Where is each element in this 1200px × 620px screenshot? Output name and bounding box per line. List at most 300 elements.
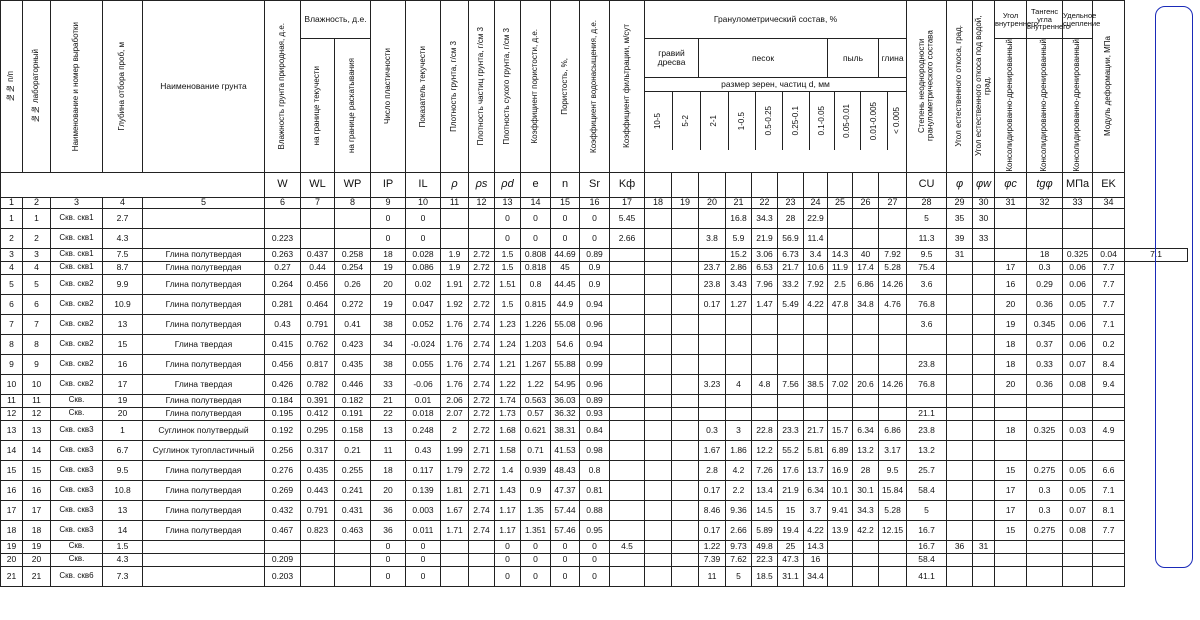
table-cell [995, 248, 1027, 261]
table-cell: 5 [726, 566, 752, 586]
column-number: 23 [778, 197, 804, 208]
table-cell: 17 [995, 261, 1027, 274]
table-cell: 0 [521, 566, 551, 586]
table-cell: 9.5 [879, 460, 907, 480]
table-cell [828, 553, 853, 566]
well-cell: Скв. [51, 553, 103, 566]
header-repose-angle-water: Угол естественного откоса под водой, град. [974, 16, 992, 157]
table-cell: 19.4 [778, 520, 804, 540]
header-depth: Глубина отбора проб, м [117, 42, 127, 131]
table-cell [778, 314, 804, 334]
table-cell: 16 [1, 480, 23, 500]
header-row-no: №№ п/п [6, 70, 16, 102]
column-number: 8 [335, 197, 371, 208]
table-cell [828, 407, 853, 420]
table-cell: 2.5 [828, 274, 853, 294]
table-cell: 13 [1, 420, 23, 440]
table-cell: 1.17 [495, 500, 521, 520]
table-cell [879, 314, 907, 334]
table-cell: 9.9 [103, 274, 143, 294]
table-cell [973, 248, 995, 261]
table-cell: 0.158 [335, 420, 371, 440]
table-row [1, 407, 1188, 420]
table-cell: 6.86 [879, 420, 907, 440]
table-cell: 31.1 [778, 566, 804, 586]
table-cell: 17 [1, 500, 23, 520]
table-cell: 0.463 [335, 520, 371, 540]
table-cell: 0.17 [699, 520, 726, 540]
table-cell: 0.431 [335, 500, 371, 520]
table-cell [265, 540, 301, 553]
table-cell: 13.2 [907, 440, 947, 460]
table-cell [672, 314, 699, 334]
table-cell: 0.563 [521, 394, 551, 407]
well-cell: Скв. скв6 [51, 566, 103, 586]
table-cell [973, 314, 995, 334]
table-cell: 0.33 [1027, 354, 1063, 374]
table-cell: 0.41 [335, 314, 371, 334]
table-cell: 4.22 [804, 520, 828, 540]
table-cell [752, 334, 778, 354]
table-cell: 7.92 [804, 274, 828, 294]
table-cell: 9.5 [103, 460, 143, 480]
table-cell: 20 [23, 553, 51, 566]
table-cell [879, 407, 907, 420]
table-cell: 18 [371, 248, 406, 261]
table-cell: 35 [947, 208, 973, 228]
table-cell: 1.92 [441, 294, 469, 314]
symbol-cell: φw [973, 172, 995, 197]
table-cell: 0.443 [301, 480, 335, 500]
table-cell: 15 [995, 460, 1027, 480]
table-cell [879, 566, 907, 586]
column-number: 24 [804, 197, 828, 208]
table-cell: 0 [371, 540, 406, 553]
well-cell: Скв. скв1 [51, 208, 103, 228]
symbol-cell: ρ [441, 172, 469, 197]
table-cell [610, 553, 645, 566]
column-number: 3 [51, 197, 103, 208]
soil-name-cell: Глина полутвердая [143, 274, 265, 294]
table-cell: 2.2 [726, 480, 752, 500]
table-cell [973, 274, 995, 294]
table-cell [973, 566, 995, 586]
table-cell: 2 [23, 228, 51, 248]
table-cell: 36 [371, 500, 406, 520]
symbol-cell [672, 172, 699, 197]
table-cell: 0.086 [406, 261, 441, 274]
data-rows [1, 208, 1188, 586]
table-cell: 14.26 [879, 374, 907, 394]
table-cell [645, 248, 672, 261]
column-number: 14 [521, 197, 551, 208]
table-cell [301, 553, 335, 566]
table-cell: 1.22 [495, 374, 521, 394]
table-cell: 54.6 [551, 334, 580, 354]
table-cell: 0.055 [406, 354, 441, 374]
table-cell: 8.46 [699, 500, 726, 520]
table-cell: 54.95 [551, 374, 580, 394]
table-cell: 0.028 [406, 248, 441, 261]
well-cell: Скв. скв3 [51, 460, 103, 480]
table-cell: 55.88 [551, 354, 580, 374]
symbol-spacer [1, 172, 265, 197]
fraction-label: 1-0.5 [736, 111, 746, 131]
table-cell: 0 [521, 228, 551, 248]
table-cell [645, 460, 672, 480]
table-cell: 0.435 [335, 354, 371, 374]
table-cell [699, 407, 726, 420]
table-cell: 0 [406, 208, 441, 228]
table-cell: 0.241 [335, 480, 371, 500]
symbol-cell: W [265, 172, 301, 197]
header-density: Плотность грунта, г/см 3 [449, 40, 459, 132]
table-cell: 3 [23, 248, 51, 261]
table-cell: 5 [1, 274, 23, 294]
table-cell [995, 394, 1027, 407]
table-cell: 19 [23, 540, 51, 553]
table-cell: 1.17 [495, 520, 521, 540]
table-cell: 0 [371, 553, 406, 566]
table-cell: 0.791 [301, 500, 335, 520]
table-cell: 0 [495, 553, 521, 566]
table-cell: 10 [1, 374, 23, 394]
table-cell [726, 334, 752, 354]
table-cell: 0 [495, 540, 521, 553]
table-cell: 18 [1027, 248, 1063, 261]
well-cell: Скв. скв1 [51, 248, 103, 261]
soil-name-cell: Глина полутвердая [143, 354, 265, 374]
table-cell: 0.345 [1027, 314, 1063, 334]
table-cell: 4.3 [103, 553, 143, 566]
table-cell: 0.89 [580, 394, 610, 407]
table-cell: 2.86 [726, 261, 752, 274]
table-cell [828, 334, 853, 354]
table-cell: 57.44 [551, 500, 580, 520]
table-cell: 17 [103, 374, 143, 394]
table-cell: 7.7 [1093, 520, 1125, 540]
table-cell: 17.4 [853, 261, 879, 274]
table-cell: 0.223 [265, 228, 301, 248]
table-cell: 13.7 [804, 460, 828, 480]
table-cell: 19 [371, 294, 406, 314]
header-sand: песок [699, 39, 828, 78]
column-numbers-row [1, 197, 1188, 208]
column-number: 33 [1063, 197, 1093, 208]
table-cell: 1.22 [521, 374, 551, 394]
table-cell [1063, 228, 1093, 248]
table-cell [672, 354, 699, 374]
table-cell [610, 274, 645, 294]
column-number: 18 [645, 197, 672, 208]
table-cell: 0.018 [406, 407, 441, 420]
table-cell: 2.66 [726, 520, 752, 540]
table-cell [995, 440, 1027, 460]
table-cell: 10.9 [103, 294, 143, 314]
table-cell [973, 294, 995, 314]
table-cell: 0.254 [335, 261, 371, 274]
table-cell: 0.94 [580, 294, 610, 314]
table-cell: 18 [371, 460, 406, 480]
table-cell: 41.53 [551, 440, 580, 460]
table-cell [672, 374, 699, 394]
table-row [1, 261, 1188, 274]
table-cell: 4 [23, 261, 51, 274]
table-cell [610, 354, 645, 374]
table-cell: 0.391 [301, 394, 335, 407]
table-cell: 44.69 [551, 248, 580, 261]
table-cell: 2.06 [441, 394, 469, 407]
table-cell: 7.56 [778, 374, 804, 394]
table-cell: 0 [551, 553, 580, 566]
table-cell: 6.73 [778, 248, 804, 261]
table-cell [973, 334, 995, 354]
table-cell: 1.91 [441, 274, 469, 294]
table-cell: 21 [1, 566, 23, 586]
table-cell [1063, 440, 1093, 460]
table-cell: 38 [371, 354, 406, 374]
table-cell [1063, 540, 1093, 553]
table-cell: 15 [103, 334, 143, 354]
table-cell: 34.4 [804, 566, 828, 586]
table-cell [672, 520, 699, 540]
table-cell: 55.08 [551, 314, 580, 334]
symbols-row [1, 172, 1188, 197]
table-cell: 12.2 [752, 440, 778, 460]
table-cell: 6.34 [804, 480, 828, 500]
table-cell: 1.47 [752, 294, 778, 314]
header-particle-density: Плотность частиц грунта, г/см 3 [476, 27, 486, 146]
column-number: 31 [995, 197, 1027, 208]
table-cell: 4.5 [610, 540, 645, 553]
table-cell [1093, 208, 1125, 228]
table-cell: 0.456 [301, 274, 335, 294]
table-cell: 0 [580, 208, 610, 228]
table-cell: 0.817 [301, 354, 335, 374]
table-cell [441, 208, 469, 228]
table-cell [973, 420, 995, 440]
table-cell [610, 440, 645, 460]
header-moisture-group: Влажность, д.е. [301, 1, 371, 39]
table-cell [804, 314, 828, 334]
symbol-cell [778, 172, 804, 197]
table-cell [995, 228, 1027, 248]
table-cell: 2.74 [469, 520, 495, 540]
table-cell: 0.17 [699, 294, 726, 314]
table-cell: 14 [23, 440, 51, 460]
table-cell: 0 [406, 566, 441, 586]
table-cell: 0.84 [580, 420, 610, 440]
table-cell: 0.317 [301, 440, 335, 460]
table-cell: 2.72 [469, 248, 495, 261]
table-cell: 0.203 [265, 566, 301, 586]
table-cell: 0.06 [1063, 274, 1093, 294]
table-cell: 1.67 [441, 500, 469, 520]
table-cell [853, 540, 879, 553]
table-cell: 0.276 [265, 460, 301, 480]
table-cell [995, 540, 1027, 553]
table-cell: 0.823 [301, 520, 335, 540]
table-cell [947, 354, 973, 374]
table-cell: 0.9 [580, 261, 610, 274]
table-cell: 7.26 [752, 460, 778, 480]
table-cell: 0.93 [580, 407, 610, 420]
table-cell [1063, 394, 1093, 407]
header-plasticity: Число пластичности [382, 48, 392, 125]
table-cell: 3.6 [907, 314, 947, 334]
table-cell: 0 [521, 208, 551, 228]
table-cell [973, 480, 995, 500]
column-number: 19 [672, 197, 699, 208]
table-cell: 3.17 [879, 440, 907, 460]
table-cell: 1.9 [441, 261, 469, 274]
fraction-label: 0.01-0.005 [868, 101, 878, 141]
table-cell: 0.3 [1027, 480, 1063, 500]
header-clay: глина [879, 39, 907, 78]
table-cell: 0.02 [406, 274, 441, 294]
symbol-cell [752, 172, 778, 197]
table-cell [1093, 228, 1125, 248]
table-cell [973, 520, 995, 540]
table-cell: 0.264 [265, 274, 301, 294]
table-cell: 0.57 [521, 407, 551, 420]
table-cell: 0.139 [406, 480, 441, 500]
table-cell: 6.53 [752, 261, 778, 274]
well-cell: Скв. [51, 540, 103, 553]
header-saturation: Коэффициент водонасыщения, д.е. [589, 19, 599, 153]
table-cell: 0 [495, 208, 521, 228]
table-cell: 0.08 [1063, 374, 1093, 394]
table-cell [441, 540, 469, 553]
table-cell: 0.464 [301, 294, 335, 314]
table-cell: 16 [103, 354, 143, 374]
table-cell [699, 334, 726, 354]
table-cell [879, 540, 907, 553]
table-cell: 36.32 [551, 407, 580, 420]
table-cell: 10.1 [828, 480, 853, 500]
table-cell: 0.815 [521, 294, 551, 314]
table-cell [1027, 440, 1063, 460]
table-cell: 5.28 [879, 261, 907, 274]
well-cell: Скв. скв2 [51, 354, 103, 374]
table-cell: 0.03 [1063, 420, 1093, 440]
table-cell: 0 [551, 540, 580, 553]
table-cell: 7.39 [699, 553, 726, 566]
table-row [1, 540, 1188, 553]
table-cell: 1.5 [495, 294, 521, 314]
table-cell: 2.72 [469, 394, 495, 407]
fraction-label: 10-5 [653, 112, 663, 129]
table-cell: 13 [103, 314, 143, 334]
table-cell: 0.275 [1027, 460, 1063, 480]
table-cell: 0.36 [1027, 294, 1063, 314]
table-cell: 1.58 [495, 440, 521, 460]
table-cell: 2 [441, 420, 469, 440]
table-cell [469, 540, 495, 553]
table-cell: 0.9 [580, 274, 610, 294]
table-cell [645, 440, 672, 460]
header-consolidated-3: Консолидированно-дренированный [1072, 39, 1082, 172]
table-cell: 34 [371, 334, 406, 354]
soil-name-cell: Глина полутвердая [143, 261, 265, 274]
table-cell: 23.7 [699, 261, 726, 274]
fraction-label: 0.05-0.01 [842, 104, 852, 138]
table-cell: 3.4 [804, 248, 828, 261]
table-cell: 0.98 [580, 440, 610, 460]
table-cell [778, 354, 804, 374]
table-cell [469, 208, 495, 228]
table-cell: 0.272 [335, 294, 371, 314]
table-cell: 18 [1, 520, 23, 540]
table-cell: 18.5 [752, 566, 778, 586]
table-cell [645, 334, 672, 354]
table-cell: 7.7 [1093, 274, 1125, 294]
column-number: 9 [371, 197, 406, 208]
table-cell: 0.782 [301, 374, 335, 394]
header-consolidated-2: Консолидированно-дренированный [1039, 39, 1049, 172]
table-cell [610, 248, 645, 261]
table-cell: 0.05 [1063, 480, 1093, 500]
table-cell: 1.35 [521, 500, 551, 520]
table-cell [335, 540, 371, 553]
table-cell: 23.8 [699, 274, 726, 294]
table-cell: 44.45 [551, 274, 580, 294]
table-cell: 4.22 [804, 294, 828, 314]
table-cell: 2.71 [469, 480, 495, 500]
table-cell [672, 553, 699, 566]
table-cell: 38.31 [551, 420, 580, 440]
column-number: 29 [947, 197, 973, 208]
table-cell [672, 294, 699, 314]
table-cell: 10.8 [103, 480, 143, 500]
table-cell: 58.4 [907, 553, 947, 566]
table-cell [610, 500, 645, 520]
header-friction-tangent: Тангенс угла внутреннего [1027, 1, 1063, 39]
table-cell [828, 566, 853, 586]
table-cell [778, 407, 804, 420]
symbol-cell: tgφ [1027, 172, 1063, 197]
table-cell [672, 540, 699, 553]
symbol-cell [804, 172, 828, 197]
table-cell [907, 394, 947, 407]
symbol-cell: WP [335, 172, 371, 197]
column-number: 7 [301, 197, 335, 208]
table-cell: 9.5 [907, 248, 947, 261]
table-cell: 0.89 [580, 248, 610, 261]
table-cell [947, 460, 973, 480]
table-cell: 0 [580, 553, 610, 566]
soil-name-cell: Глина полутвердая [143, 407, 265, 420]
table-cell: 14.3 [828, 248, 853, 261]
table-cell [699, 248, 726, 261]
column-number: 10 [406, 197, 441, 208]
table-cell: 0.939 [521, 460, 551, 480]
table-row [1, 354, 1188, 374]
table-cell: 3 [1, 248, 23, 261]
table-cell: 0.07 [1063, 354, 1093, 374]
table-cell [610, 374, 645, 394]
table-cell: 2.72 [469, 460, 495, 480]
table-cell: 1.76 [441, 354, 469, 374]
table-cell: 7.96 [752, 274, 778, 294]
header-porosity: Пористость, %, [559, 57, 569, 115]
header-porosity-coef: Коэффициент пористости, д.е. [530, 29, 540, 144]
table-cell [973, 407, 995, 420]
table-cell: 0 [371, 228, 406, 248]
column-number: 22 [752, 197, 778, 208]
table-cell [879, 208, 907, 228]
table-cell: 0.325 [1027, 420, 1063, 440]
